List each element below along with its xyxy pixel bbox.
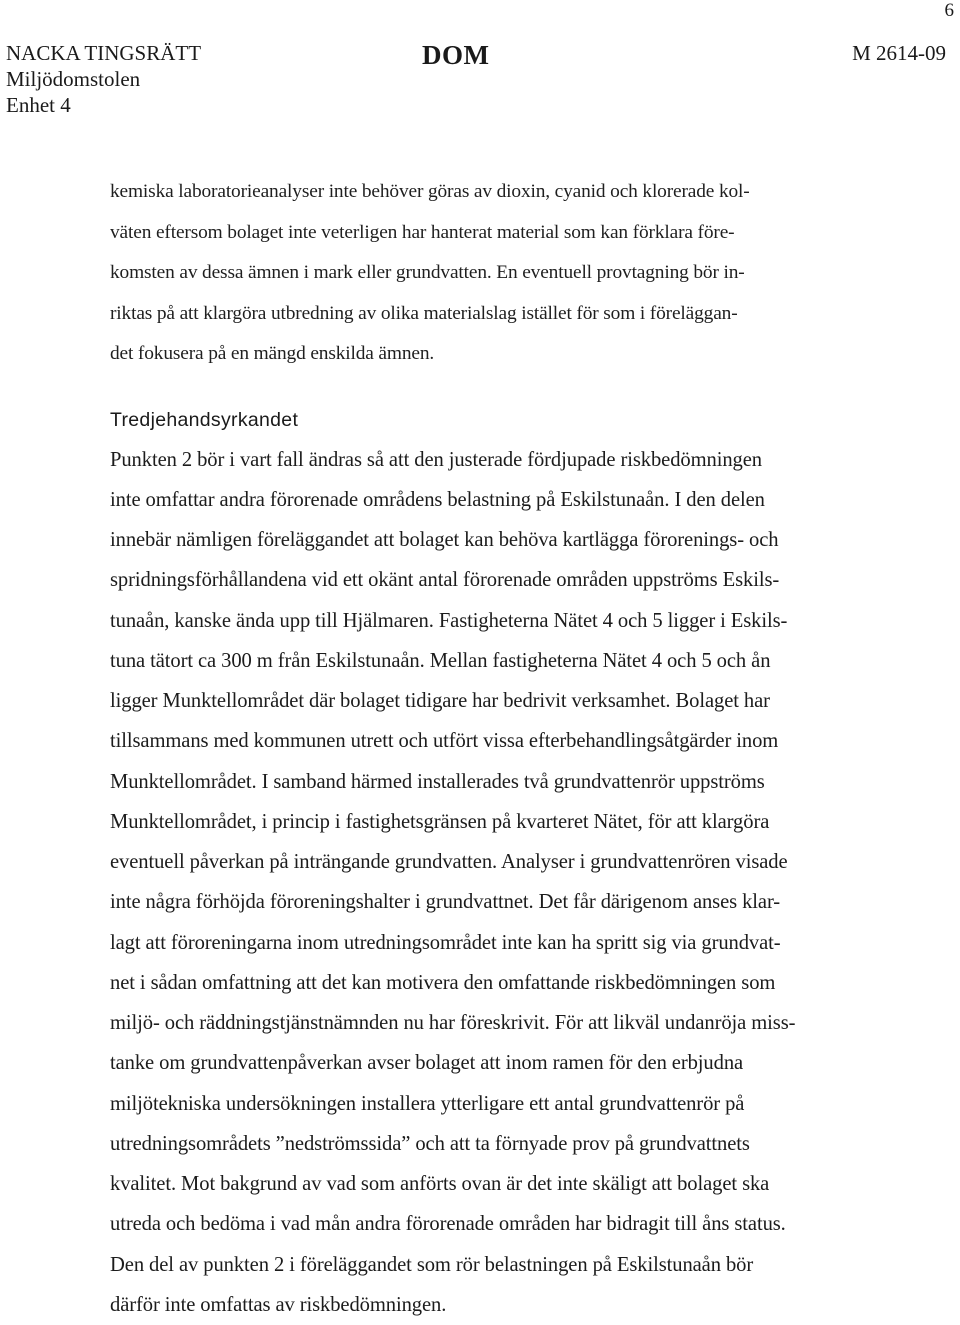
header-court-info (6, 40, 201, 118)
text-line: riktas på att klargöra utbredning av olika materialslag istället för som i föreläggan- (110, 302, 738, 324)
text-line: komsten av dessa ämnen i mark eller grundvatten. En eventuell provtagning bör in- (110, 262, 745, 283)
document-type: DOM (422, 40, 490, 70)
paragraph-2 (110, 440, 900, 1325)
text-line: väten eftersom bolaget inte veterligen har hanterat material som kan förklara före- (110, 221, 735, 243)
text-line: Den del av punkten 2 i föreläggandet som rör belastningen på Eskilstunaån bör (110, 1253, 754, 1276)
text-line: inte några förhöjda föroreningshalter i grundvattnet. Det får därigenom anses klar- (110, 891, 781, 914)
text-line: Punkten 2 bör i vart fall ändras så att den justerade fördjupade riskbedömningen (110, 448, 762, 471)
text-line: tanke om grundvattenpåverkan avser bolaget att inom ramen för den erbjudna (110, 1052, 744, 1075)
text-line: miljö- och räddningstjänstnämnden nu har föreskrivit. För att likväl undanröja miss- (110, 1012, 796, 1034)
text-line: spridningsförhållandena vid ett okänt antal förorenade områden uppströms Eskils- (110, 569, 780, 592)
paragraph-1 (110, 172, 900, 375)
court-unit: Enhet 4 (6, 93, 71, 117)
text-line: kemiska laboratorieanalyser inte behöver göras av dioxin, cyanid och klorerade kol- (110, 181, 750, 202)
section-heading: Tredjehandsyrkandet (110, 408, 299, 431)
text-line: utreda och bedöma i vad mån andra förorenade områden har bidragit till åns status. (110, 1213, 786, 1236)
text-line: det fokusera på en mängd enskilda ämnen. (110, 343, 435, 364)
text-line: net i sådan omfattning att det kan motivera den omfattande riskbedömningen som (110, 971, 776, 994)
text-line: tillsammans med kommunen utrett och utfört vissa efterbehandlingsåtgärder inom (110, 730, 779, 753)
text-line: miljötekniska undersökningen installera ytterligare ett antal grundvattenrör på (110, 1092, 745, 1115)
text-line: inte omfattar andra förorenade områdens belastning på Eskilstunaån. I den delen (110, 488, 765, 511)
text-line: tuna tätort ca 300 m från Eskilstunaån. Mellan fastigheterna Nätet 4 och 5 och ån (110, 649, 771, 672)
court-division: Miljödomstolen (6, 67, 141, 91)
text-line: lagt att föroreningarna inom utredningsområdet inte kan ha spritt sig via grundvat- (110, 931, 781, 954)
text-line: ligger Munktellområdet där bolaget tidigare har bedrivit verksamhet. Bolaget har (110, 690, 770, 712)
text-line: kvalitet. Mot bakgrund av vad som anförts ovan är det inte skäligt att bolaget ska (110, 1173, 770, 1195)
text-line: utredningsområdets ”nedströmssida” och att ta förnyade prov på grundvattnets (110, 1132, 750, 1155)
text-line: Munktellområdet. I samband härmed installerades två grundvattenrör uppströms (110, 770, 765, 793)
document-body (110, 172, 900, 1325)
text-line: därför inte omfattas av riskbedömningen. (110, 1293, 447, 1316)
text-line: eventuell påverkan på inträngande grundvatten. Analyser i grundvattenrören visade (110, 851, 788, 873)
text-line: innebär nämligen föreläggandet att bolaget kan behöva kartlägga förorenings- och (110, 529, 779, 551)
court-name: NACKA TINGSRÄTT (6, 41, 202, 65)
text-line: tunaån, kanske ända upp till Hjälmaren. Fastigheterna Nätet 4 och 5 ligger i Eskils- (110, 609, 788, 632)
text-line: Munktellområdet, i princip i fastighetsgränsen på kvarteret Nätet, för att klargöra (110, 810, 770, 833)
case-number: M 2614-09 (852, 41, 946, 65)
page-number: 6 (944, 0, 954, 21)
